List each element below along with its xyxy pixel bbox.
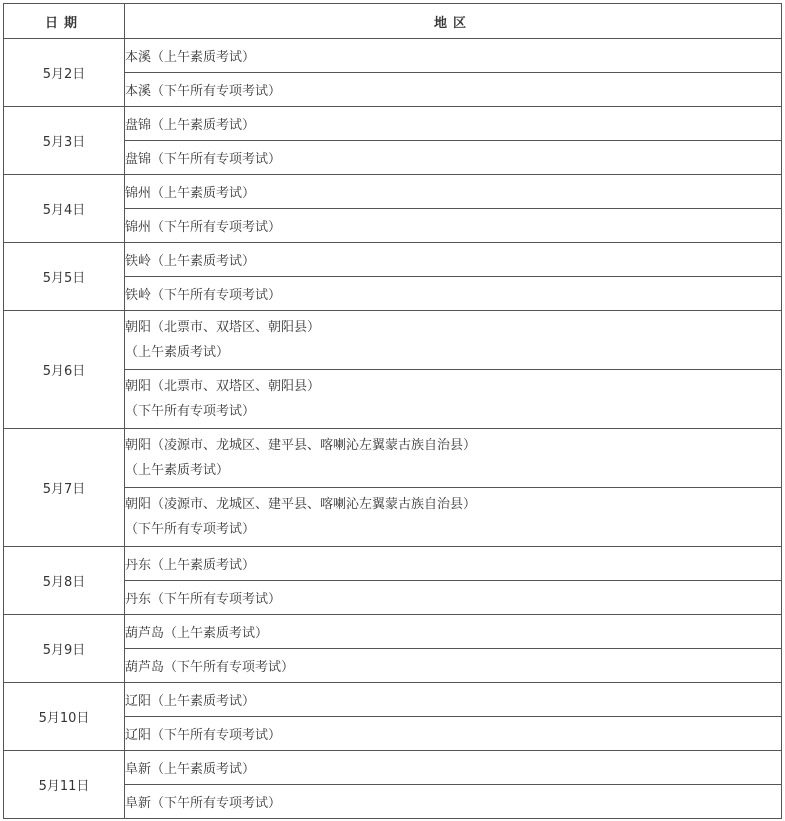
area-text: 朝阳（凌源市、龙城区、建平县、喀喇沁左翼蒙古族自治县） [125,497,477,512]
area-text: 朝阳（北票市、双塔区、朝阳县） [125,379,321,394]
date-cell: 5月11日 [4,751,125,819]
exam-schedule-table [3,3,782,819]
schedule-body [4,39,782,819]
area-cell [125,785,782,819]
table-row [4,751,782,785]
area-text: 铁岭（下午所有专项考试） [125,288,282,303]
area-session-text: （上午素质考试） [125,345,230,360]
area-cell [125,175,782,209]
area-text: 本溪（下午所有专项考试） [125,84,282,99]
area-text: 盘锦（上午素质考试） [125,118,256,133]
area-text: 本溪（上午素质考试） [125,50,256,65]
area-cell [125,615,782,649]
area-cell [125,107,782,141]
date-cell: 5月7日 [4,429,125,547]
area-text: 葫芦岛（上午素质考试） [125,626,269,641]
area-session-text: （下午所有专项考试） [125,404,256,419]
table-row [4,175,782,209]
area-cell [125,488,782,547]
area-cell [125,683,782,717]
area-cell [125,547,782,581]
area-text: 盘锦（下午所有专项考试） [125,152,282,167]
date-cell: 5月4日 [4,175,125,243]
header-date: 日期 [4,4,125,39]
area-text: 锦州（上午素质考试） [125,186,256,201]
area-session-text: （上午素质考试） [125,463,230,478]
table-row [4,311,782,370]
area-text: 辽阳（下午所有专项考试） [125,728,282,743]
area-cell [125,649,782,683]
area-cell [125,73,782,107]
date-cell: 5月5日 [4,243,125,311]
table-row [4,429,782,488]
area-cell [125,141,782,175]
area-session-text: （下午所有专项考试） [125,522,256,537]
table-row [4,39,782,73]
area-cell [125,209,782,243]
area-cell [125,717,782,751]
area-cell [125,277,782,311]
area-text: 辽阳（上午素质考试） [125,694,256,709]
table-row [4,547,782,581]
date-cell: 5月10日 [4,683,125,751]
table-row [4,107,782,141]
area-text: 阜新（下午所有专项考试） [125,796,282,811]
table-row [4,243,782,277]
area-cell [125,243,782,277]
area-cell [125,429,782,488]
date-cell: 5月3日 [4,107,125,175]
header-area: 地区 [125,4,782,39]
area-text: 朝阳（凌源市、龙城区、建平县、喀喇沁左翼蒙古族自治县） [125,438,477,453]
area-cell [125,370,782,429]
date-cell: 5月6日 [4,311,125,429]
date-cell: 5月2日 [4,39,125,107]
area-text: 锦州（下午所有专项考试） [125,220,282,235]
table-row [4,615,782,649]
table-row [4,683,782,717]
area-cell [125,751,782,785]
area-text: 铁岭（上午素质考试） [125,254,256,269]
area-text: 葫芦岛（下午所有专项考试） [125,660,295,675]
date-cell: 5月8日 [4,547,125,615]
area-cell [125,311,782,370]
date-cell: 5月9日 [4,615,125,683]
area-text: 丹东（上午素质考试） [125,558,256,573]
area-text: 朝阳（北票市、双塔区、朝阳县） [125,320,321,335]
header-row [4,4,782,39]
area-text: 阜新（上午素质考试） [125,762,256,777]
area-cell [125,581,782,615]
area-text: 丹东（下午所有专项考试） [125,592,282,607]
area-cell [125,39,782,73]
